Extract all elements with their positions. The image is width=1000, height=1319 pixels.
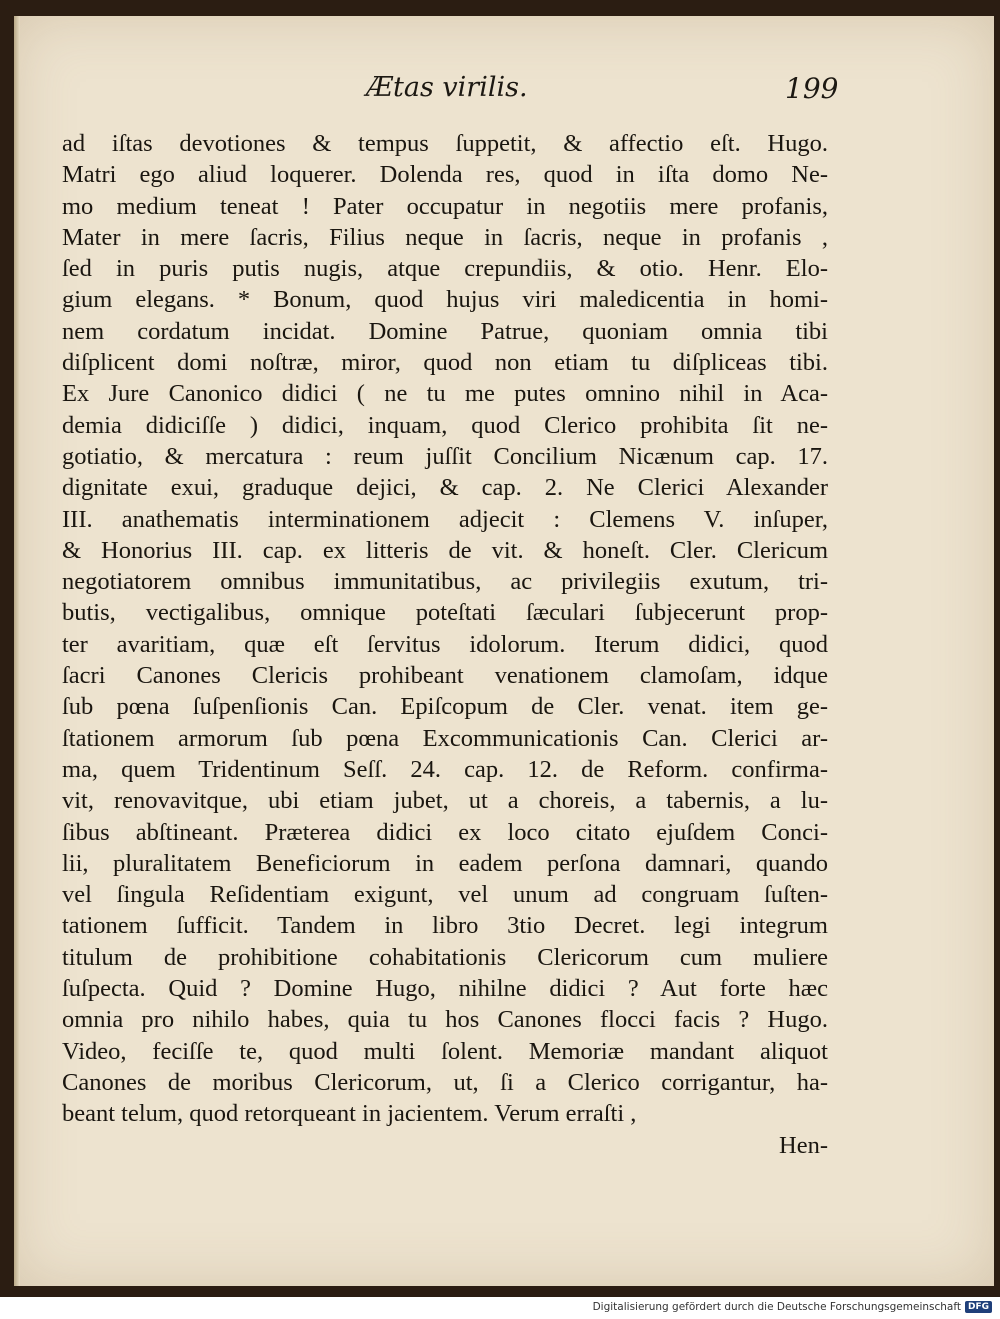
body-text: [62, 128, 828, 1161]
text-line: Video, feciſſe te, quod multi ſolent. Memoriæ mandant aliquot: [62, 1037, 828, 1065]
text-line: nem cordatum incidat. Domine Patrue, quoniam omnia tibi: [62, 317, 828, 345]
text-line: gium elegans. * Bonum, quod hujus viri maledicentia in homi-: [62, 286, 828, 314]
text-line: ſub pœna ſuſpenſionis Can. Epiſcopum de Cler. venat. item ge-: [62, 693, 828, 721]
footer-credit: [593, 1301, 992, 1313]
text-line: ſibus abſtineant. Præterea didici ex loco citato ejuſdem Conci-: [62, 818, 828, 846]
page-edge: [14, 16, 20, 1286]
text-line: ſuſpecta. Quid ? Domine Hugo, nihilne didici ? Aut forte hæc: [62, 975, 828, 1003]
text-line: vit, renovavitque, ubi etiam jubet, ut a choreis, a tabernis, a lu-: [62, 787, 828, 815]
text-line: Matri ego aliud loquerer. Dolenda res, quod in iſta domo Ne-: [62, 161, 828, 189]
page-number: 199: [785, 72, 839, 105]
text-line: Canones de moribus Clericorum, ut, ſi a Clerico corrigantur, ha-: [62, 1068, 828, 1096]
text-line: ſacri Canones Clericis prohibeant venationem clamoſam, idque: [62, 662, 828, 690]
text-line: III. anathematis interminationem adjecit : Clemens V. inſuper,: [62, 505, 828, 533]
text-line: Ex Jure Canonico didici ( ne tu me putes omnino nihil in Aca-: [62, 380, 828, 408]
dfg-logo: DFG: [965, 1301, 992, 1313]
catchword: Hen-: [779, 1131, 828, 1159]
text-line: ter avaritiam, quæ eſt ſervitus idolorum. Iterum didici, quod: [62, 630, 828, 658]
text-line: demia didiciſſe ) didici, inquam, quod Clerico prohibita ſit ne-: [62, 411, 828, 439]
text-line: mo medium teneat ! Pater occupatur in negotiis mere profanis,: [62, 192, 828, 220]
text-line: diſplicent domi noſtræ, miror, quod non etiam tu diſpliceas tibi.: [62, 349, 828, 377]
text-line: & Honorius III. cap. ex litteris de vit. & honeſt. Cler. Clericum: [62, 536, 828, 564]
footer-credit-text: Digitalisierung gefördert durch die Deutsche Forschungsgemeinschaft: [592, 1301, 961, 1313]
running-header-title: Ætas virilis.: [366, 72, 528, 103]
text-line: butis, vectigalibus, omnique poteſtati ſæculari ſubjecerunt prop-: [62, 599, 828, 627]
text-line: ſed in puris putis nugis, atque crepundiis, & otio. Henr. Elo-: [62, 255, 828, 283]
text-line: negotiatorem omnibus immunitatibus, ac privilegiis exutum, tri-: [62, 568, 828, 596]
text-line: ſtationem armorum ſub pœna Excommunicationis Can. Clerici ar-: [62, 724, 828, 752]
text-line: lii, pluralitatem Beneficiorum in eadem perſona damnari, quando: [62, 849, 828, 877]
text-line: beant telum, quod retorqueant in jacientem. Verum erraſti ,: [62, 1100, 637, 1128]
text-line: Mater in mere ſacris, Filius neque in ſacris, neque in profanis ,: [62, 223, 828, 251]
text-line: vel ſingula Reſidentiam exigunt, vel unum ad congruam ſuſten-: [62, 881, 828, 909]
text-line: tationem ſufficit. Tandem in libro 3tio Decret. legi integrum: [62, 912, 828, 940]
text-line: gotiatio, & mercatura : reum juſſit Concilium Nicænum cap. 17.: [62, 442, 828, 470]
text-line: ma, quem Tridentinum Seſſ. 24. cap. 12. de Reform. confirma-: [62, 755, 828, 783]
text-line: ad iſtas devotiones & tempus ſuppetit, & affectio eſt. Hugo.: [62, 130, 828, 157]
text-line: titulum de prohibitione cohabitationis Clericorum cum muliere: [62, 943, 828, 971]
text-line: omnia pro nihilo habes, quia tu hos Canones flocci facis ? Hugo.: [62, 1006, 828, 1034]
text-line: dignitate exui, graduque dejici, & cap. 2. Ne Clerici Alexander: [62, 474, 828, 502]
